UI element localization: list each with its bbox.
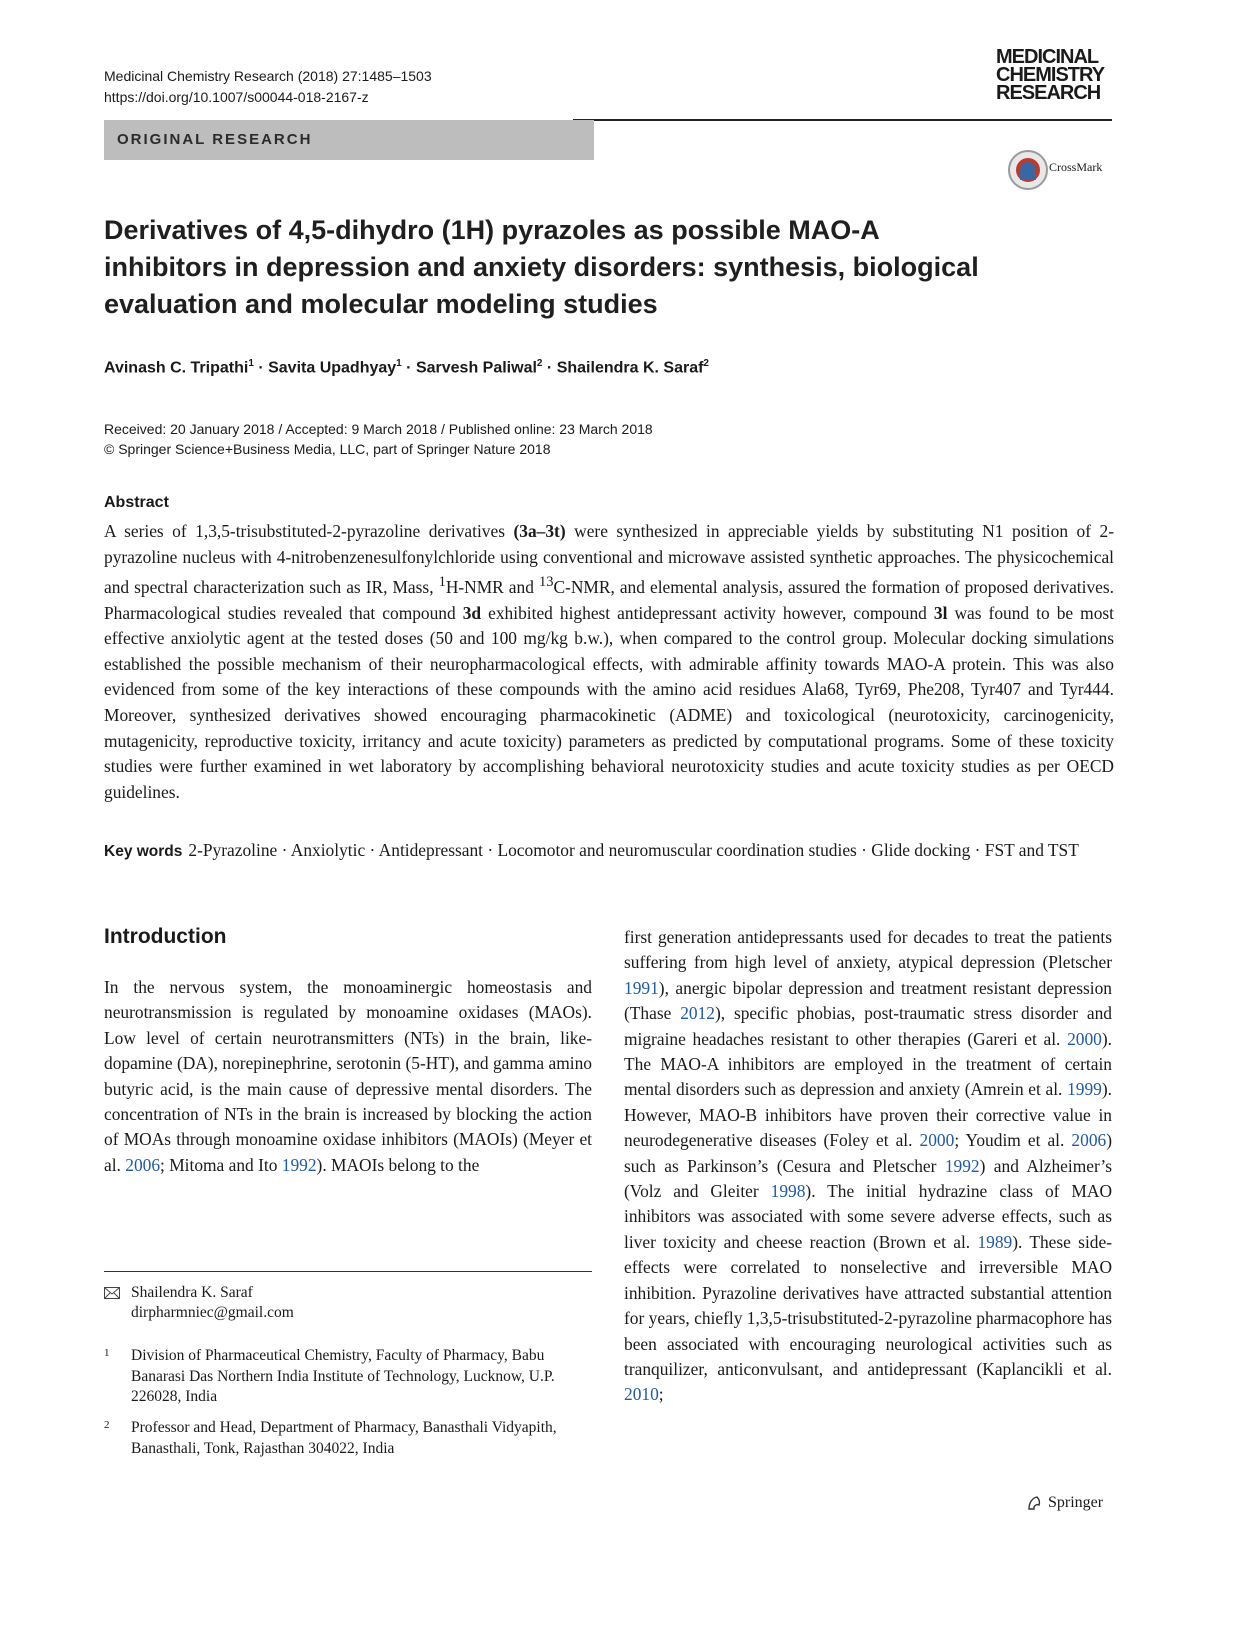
abstract-segment: H-NMR and <box>445 576 539 597</box>
citation-link[interactable]: 1991 <box>624 977 659 998</box>
title-line: Derivatives of 4,5-dihydro (1H) pyrazoles as possible MAO-A <box>104 215 880 245</box>
citation-link[interactable]: 1989 <box>977 1231 1013 1252</box>
abstract-heading: Abstract <box>104 494 169 511</box>
crossmark-label[interactable]: CrossMark <box>1049 160 1103 174</box>
compound-id: 3d <box>462 602 482 623</box>
journal-logo <box>996 48 1112 102</box>
abstract-text <box>104 519 1114 805</box>
copyright-notice: © Springer Science+Business Media, LLC, part of Springer Nature 2018 <box>104 441 551 457</box>
intro-text: ; Youdim et al. <box>954 1130 1072 1151</box>
doi-link[interactable]: https://doi.org/10.1007/s00044-018-2167-z <box>104 89 369 105</box>
title-line: inhibitors in depression and anxiety disorders: synthesis, biological <box>104 252 979 282</box>
author-affiliation: 1 <box>396 358 402 369</box>
citation-link[interactable]: 2006 <box>1071 1130 1107 1151</box>
intro-text: ) such as Parkinson’s (Cesura and Pletscher <box>624 1130 1112 1176</box>
author-list: Avinash C. Tripathi$^1$ · Savita Upadhyay$^1$ · Sarvesh Paliwal$^2$ · Shailendra K. Saraf$^2$ <box>104 358 709 377</box>
publisher-logo: Springer <box>1048 1494 1104 1511</box>
author-affiliation: 1 <box>248 358 254 369</box>
citation-link[interactable]: 2010 <box>624 1384 659 1405</box>
author-name[interactable]: Savita Upadhyay <box>268 359 397 377</box>
intro-text: In the nervous system, the monoaminergic homeostasis and neurotransmission is regulated by monoamine oxidases (MAOs). Low level of certain neurotransmitters (NTs) in the brain, like-dopamine (DA), norepinephrine, serotonin (5-HT), and gamma amino butyric acid, is the main cause of depressive mental disorders. The concentration of NTs in the brain is increased by blocking the action of MOAs through monoamine oxidase inhibitors (MAOIs) (Meyer et al. <box>104 977 592 1175</box>
keywords-text: 2-Pyrazoline · Anxiolytic · Antidepressant · Locomotor and neuromuscular coordination studies · Glide docking · FST and TST <box>188 840 1079 860</box>
citation-link[interactable]: 2012 <box>680 1003 715 1024</box>
introduction-heading: Introduction <box>104 925 227 948</box>
envelope-icon <box>104 1287 120 1299</box>
affiliation-number: 2 <box>104 1419 110 1431</box>
intro-text: ), specific phobias, post-traumatic stress disorder and migraine headaches resistant to other therapies (Gareri et al. <box>624 1003 1112 1049</box>
citation-link[interactable]: 2006 <box>125 1154 161 1175</box>
intro-text: ; <box>658 1384 664 1405</box>
intro-left-column <box>104 975 592 1178</box>
abstract-segment: exhibited highest antidepressant activity however, compound <box>481 602 934 623</box>
compound-range: (3a–3t) <box>513 521 566 541</box>
intro-text: ). The initial hydrazine class of MAO inhibitors was associated with some severe adverse effects, such as liver toxicity and cheese reaction (Brown et al. <box>624 1181 1113 1252</box>
publication-dates: Received: 20 January 2018 / Accepted: 9 March 2018 / Published online: 23 March 2018 <box>104 421 653 437</box>
section-label: ORIGINAL RESEARCH <box>117 131 313 148</box>
title-line: evaluation and molecular modeling studies <box>104 289 658 319</box>
intro-text: ). These side-effects were correlated to nonselective and irreversible MAO inhibition. Pyrazoline derivatives have attracted substantial attention for years, chiefly 1,3,5-trisubstituted-2-pyrazoline pharmacophore has been associated with encouraging neurological activities such as tranquilizer, anticonvulsant, and antidepressant (Kaplancikli et al. <box>624 1231 1112 1379</box>
affiliation-text: Professor and Head, Department of Pharmacy, Banasthali Vidyapith, Banasthali, Tonk, Rajasthan 304022, India <box>131 1419 557 1457</box>
intro-text: ). The MAO-A inhibitors are employed in the treatment of certain mental disorders such as depression and anxiety (Amrein et al. <box>624 1028 1112 1100</box>
keywords-label: Key words <box>104 843 183 860</box>
compound-id: 3l <box>933 602 948 623</box>
affiliation-text: Division of Pharmaceutical Chemistry, Faculty of Pharmacy, Babu Banarasi Das Northern India Institute of Technology, Lucknow, U.P. 226028, India <box>131 1347 555 1405</box>
corresponding-author-name: Shailendra K. Saraf <box>131 1284 253 1301</box>
author-name[interactable]: Shailendra K. Saraf <box>556 359 704 377</box>
citation-link[interactable]: 1992 <box>281 1154 317 1175</box>
article-title <box>104 212 1114 323</box>
citation-link[interactable]: 1999 <box>1067 1079 1102 1100</box>
journal-citation: Medicinal Chemistry Research (2018) 27:1485–1503 <box>104 68 432 84</box>
intro-text: first generation antidepressants used for decades to treat the patients suffering from high level of anxiety, atypical depression (Pletscher <box>624 927 1112 973</box>
abstract-segment: was found to be most effective anxiolytic agent at the tested doses (50 and 100 mg/kg b.w.), when compared to the control group. Molecular docking simulations established the possible mechanism of their neuropharmacological effects, with admirable affinity towards MAO-A protein. This was also evidenced from some of the key interactions of these compounds with the amino acid residues Ala68, Tyr69, Phe208, Tyr407 and Tyr444. Moreover, synthesized derivatives showed encouraging pharmacokinetic (ADME) and toxicological (neurotoxicity, carcinogenicity, mutagenicity, reproductive toxicity, irritancy and acute toxicity) parameters as predicted by computational programs. Some of these toxicity studies were further examined in wet laboratory by accomplishing behavioral neurotoxicity studies and acute toxicity studies as per OECD guidelines. <box>104 602 1114 802</box>
author-name[interactable]: Avinash C. Tripathi <box>104 359 249 377</box>
footnote-rule <box>104 1271 592 1272</box>
citation-link[interactable]: 1998 <box>770 1181 806 1202</box>
intro-text: ) and Alzheimer’s (Volz and Gleiter <box>624 1155 1112 1202</box>
author-affiliation: 2 <box>536 358 543 369</box>
corresponding-author-email[interactable]: dirpharmniec@gmail.com <box>131 1304 294 1321</box>
intro-right-column <box>624 925 1112 1408</box>
keywords <box>104 838 1114 865</box>
intro-text: ). However, MAO-B inhibitors have proven their corrective value in neurodegenerative diseases (Foley et al. <box>624 1079 1112 1151</box>
springer-horse-icon <box>1026 1494 1044 1512</box>
abstract-segment: C-NMR, and elemental analysis, assured the formation of proposed derivatives. Pharmacological studies revealed that compound <box>104 576 1114 623</box>
citation-link[interactable]: 1992 <box>944 1155 980 1176</box>
intro-text: ), anergic bipolar depression and treatment resistant depression (Thase <box>624 977 1112 1024</box>
citation-link[interactable]: 2000 <box>919 1130 955 1151</box>
header-rule <box>573 119 1112 121</box>
author-name[interactable]: Sarvesh Paliwal <box>415 359 537 377</box>
logo-line: RESEARCH <box>996 82 1101 104</box>
author-affiliation: 2 <box>703 358 709 369</box>
isotope-superscript: 13 <box>538 574 554 591</box>
intro-text: ). MAOIs belong to the <box>316 1154 480 1175</box>
citation-link[interactable]: 2000 <box>1067 1028 1102 1049</box>
intro-text: ; Mitoma and Ito <box>160 1154 282 1175</box>
abstract-segment: A series of 1,3,5-trisubstituted-2-pyrazoline derivatives <box>104 521 514 541</box>
logo-line: MEDICINAL <box>996 46 1099 68</box>
affiliation-number: 1 <box>104 1347 110 1359</box>
isotope-superscript: 1 <box>438 574 446 591</box>
logo-line: CHEMISTRY <box>996 64 1105 86</box>
abstract-segment: were synthesized in appreciable yields by substituting N1 position of 2-pyrazoline nucleus with 4-nitrobenzenesulfonylchloride using conventional and microwave assisted synthetic approaches. The physicochemical and spectral characterization such as IR, Mass, <box>104 521 1114 597</box>
